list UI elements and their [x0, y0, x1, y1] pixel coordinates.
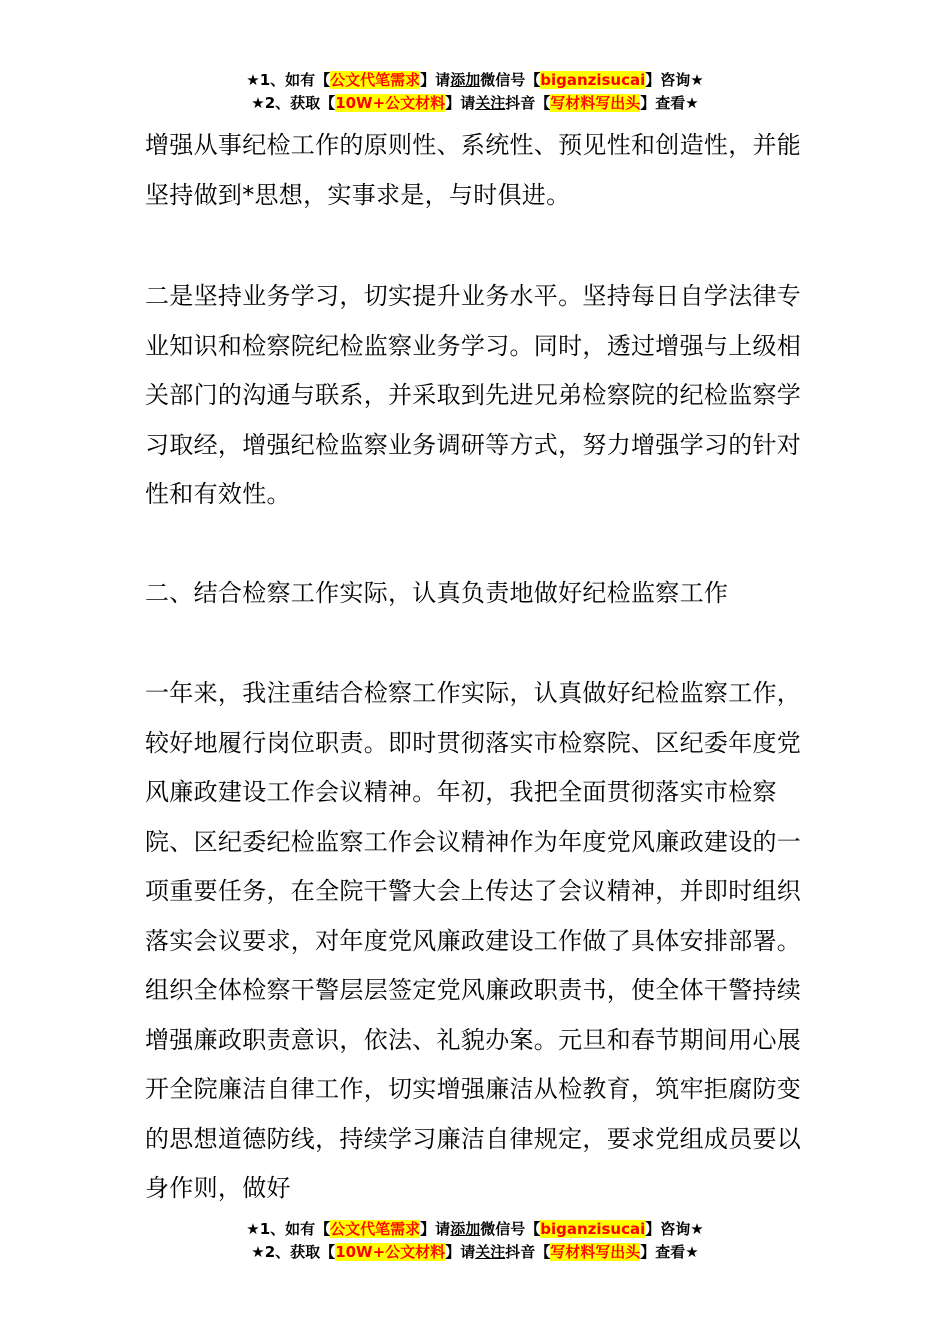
- paragraph-3: [145, 669, 810, 1214]
- highlight-douyin-account: 写材料写出头: [550, 94, 641, 112]
- highlight-wechat-id: biganzisucai: [540, 71, 646, 89]
- paragraph-2: [145, 272, 810, 520]
- paragraph-text: 增强从事纪检工作的原则性、系统性、预见性和创造性，并能坚持做到*思想，实事求是，与时俱进。: [145, 131, 802, 209]
- paragraph-text: 一年来，我注重结合检察工作实际，认真做好纪检监察工作，较好地履行岗位职责。即时贯彻落实市检察院、区纪委年度党风廉政建设工作会议精神。年初，我把全面贯彻落实市检察院、区纪委纪检监察工作会议精神作为年度党风廉政建设的一项重要任务，在全院干警大会上传达了会议精神，并即时组织落实会议要求，对年度党风廉政建设工作做了具体安排部署。组织全体检察干警层层签定党风廉政职责书，使全体干警持续增强廉政职责意识，依法、礼貌办案。元旦和春节期间用心展开全院廉洁自律工作，切实增强廉洁从检教育，筑牢拒腐防变的思想道德防线，持续学习廉洁自律规定，要求党组成员要以身作则，做好: [145, 679, 802, 1202]
- header-banner: [0, 69, 950, 115]
- paragraph-text: 二是坚持业务学习，切实提升业务水平。坚持每日自学法律专业知识和检察院纪检监察业务学习。同时，透过增强与上级相关部门的沟通与联系，并采取到先进兄弟检察院的纪检监察学习取经，增强纪检监察业务调研等方式，努力增强学习的针对性和有效性。: [145, 282, 802, 508]
- highlight-materials: 10W+公文材料: [335, 94, 446, 112]
- paragraph-1: [145, 121, 810, 220]
- highlight-service: 公文代笔需求: [330, 71, 421, 89]
- section-heading: [145, 569, 810, 619]
- heading-text: 二、结合检察工作实际，认真负责地做好纪检监察工作: [145, 579, 729, 607]
- highlight-service: 公文代笔需求: [330, 1220, 421, 1238]
- banner-line-2: ★2、获取【10W+公文材料】请关注抖音【写材料写出头】查看★: [251, 1243, 699, 1261]
- highlight-materials: 10W+公文材料: [335, 1243, 446, 1261]
- banner-line-1: ★1、如有【公文代笔需求】请添加微信号【biganzisucai】咨询★: [246, 1220, 704, 1238]
- highlight-wechat-id: biganzisucai: [540, 1220, 646, 1238]
- banner-line-1: ★1、如有【公文代笔需求】请添加微信号【biganzisucai】咨询★: [246, 71, 704, 89]
- highlight-douyin-account: 写材料写出头: [550, 1243, 641, 1261]
- footer-banner: [0, 1218, 950, 1264]
- banner-line-2: ★2、获取【10W+公文材料】请关注抖音【写材料写出头】查看★: [251, 94, 699, 112]
